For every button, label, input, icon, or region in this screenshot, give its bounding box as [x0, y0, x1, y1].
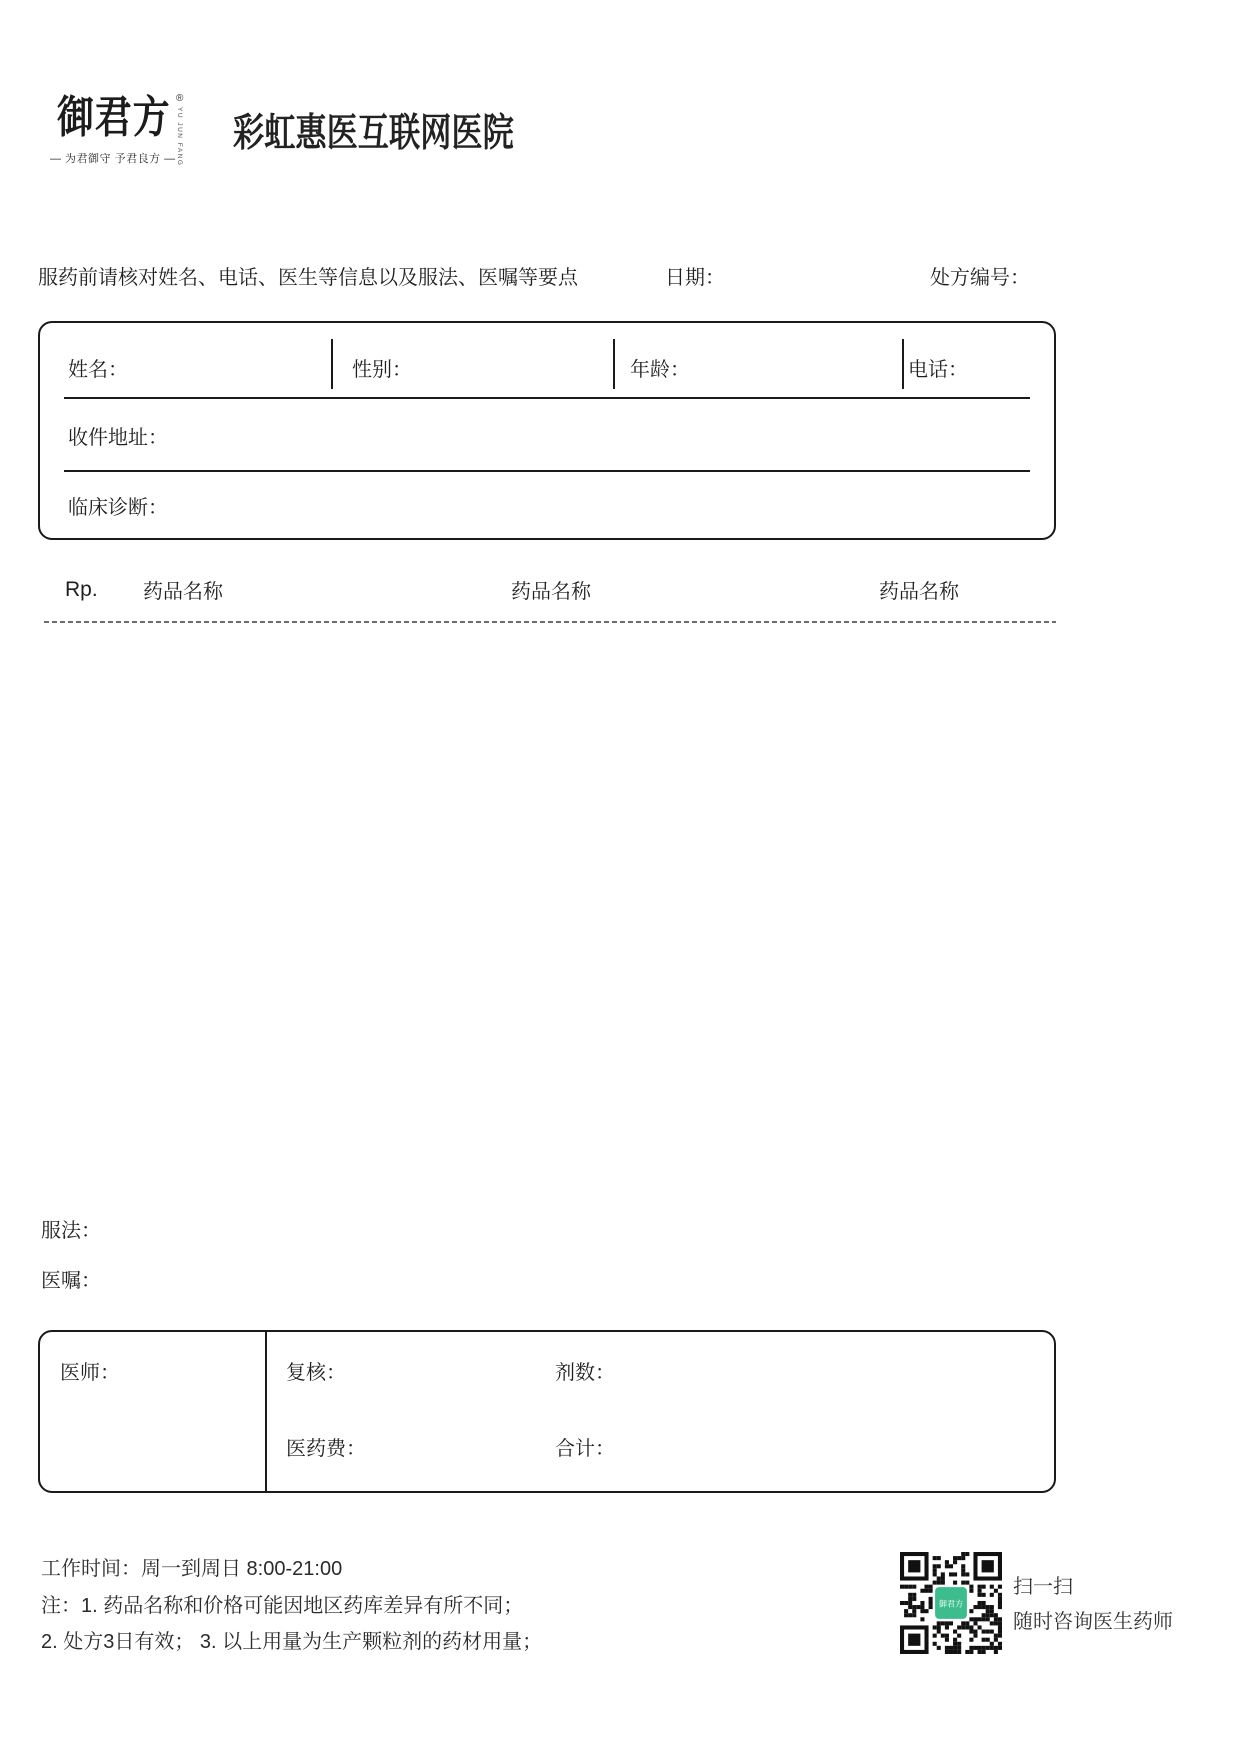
diagnosis-field-label: 临床诊断：: [68, 497, 168, 519]
total-field-label: 合计：: [555, 1438, 615, 1460]
note-line-1: 注：1. 药品名称和价格可能因地区药库差异有所不同；: [41, 1595, 524, 1617]
qr-caption-scan: 扫一扫: [1013, 1576, 1073, 1598]
field-divider: [902, 339, 904, 389]
age-field-label: 年龄：: [630, 359, 690, 381]
drug-name-column-header: 药品名称: [511, 581, 591, 603]
qr-caption-consult: 随时咨询医生药师: [1013, 1611, 1173, 1633]
logo-text: 御君方: [57, 92, 171, 143]
logo-vertical-text: YU JUN FANG: [176, 107, 184, 167]
work-hours: 工作时间：周一到周日 8:00-21:00: [41, 1558, 343, 1580]
fee-field-label: 医药费：: [286, 1438, 366, 1460]
address-field-label: 收件地址：: [68, 427, 168, 449]
row-divider: [64, 470, 1030, 472]
reviewer-field-label: 复核：: [286, 1362, 346, 1384]
phone-field-label: 电话：: [908, 359, 968, 381]
brand-tagline: — 为君御守 予君良方 —: [50, 153, 176, 165]
hospital-name: 彩虹惠医互联网医院: [233, 112, 514, 155]
rx-separator-dashed-line: [44, 621, 1056, 623]
drug-name-column-header: 药品名称: [879, 581, 959, 603]
doses-field-label: 剂数：: [555, 1362, 615, 1384]
doctor-advice-label: 医嘱：: [41, 1270, 101, 1292]
svg-text:御君方: 御君方: [938, 1599, 964, 1609]
verification-notice: 服药前请核对姓名、电话、医生等信息以及服法、医嘱等要点: [38, 267, 578, 289]
note-line-2: 2. 处方3日有效； 3. 以上用量为生产颗粒剂的药材用量；: [41, 1631, 543, 1653]
signature-box: [38, 1330, 1056, 1493]
doctor-field-label: 医师：: [60, 1362, 120, 1384]
gender-field-label: 性别：: [352, 359, 412, 381]
row-divider: [64, 397, 1030, 399]
date-label: 日期：: [665, 267, 725, 289]
cell-divider: [265, 1332, 267, 1491]
patient-info-box: [38, 321, 1056, 540]
registered-trademark-icon: ®: [176, 93, 184, 104]
qr-code: [900, 1552, 1002, 1654]
field-divider: [613, 339, 615, 389]
name-field-label: 姓名：: [68, 359, 128, 381]
rp-label: Rp.: [65, 578, 98, 601]
drug-name-column-header: 药品名称: [143, 581, 223, 603]
usage-label: 服法：: [41, 1220, 101, 1242]
prescription-number-label: 处方编号：: [930, 267, 1030, 289]
field-divider: [331, 339, 333, 389]
